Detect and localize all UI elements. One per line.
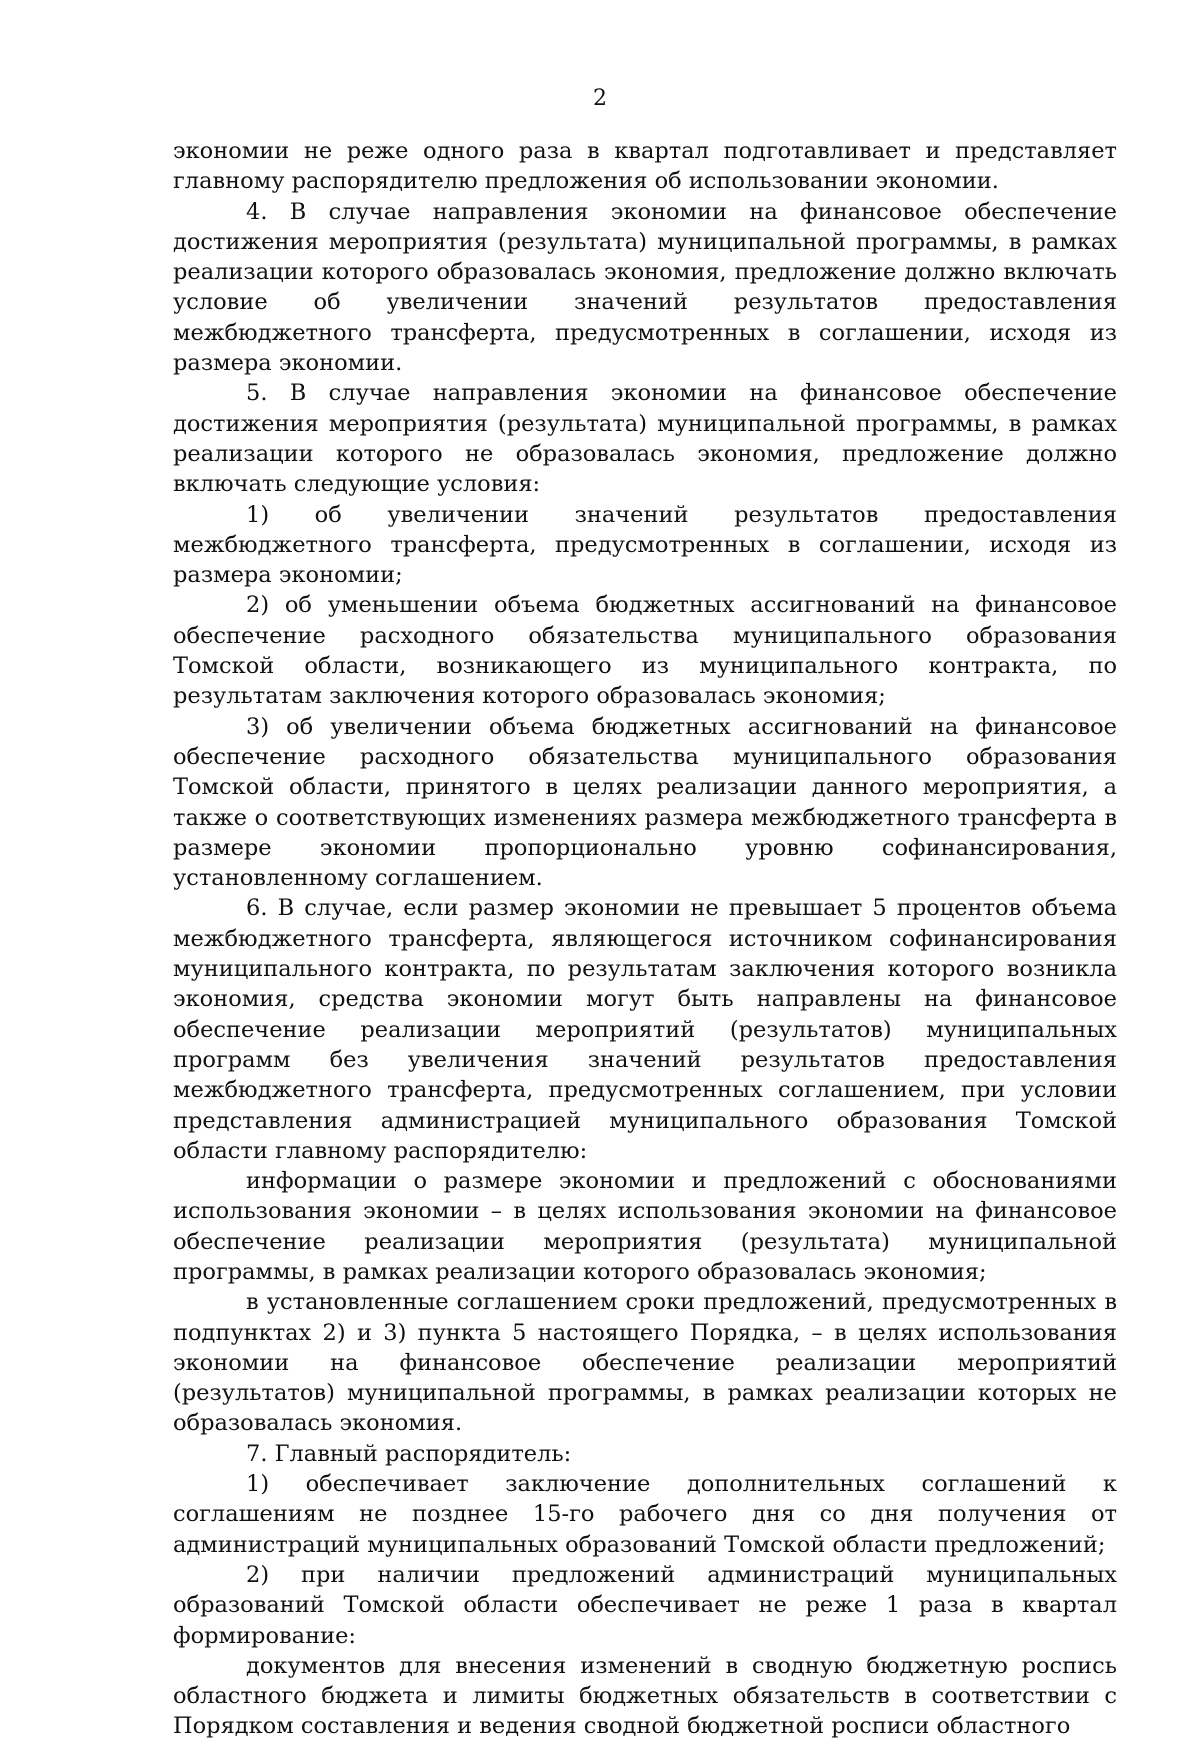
paragraph-item-5-1: 1) об увеличении значений результатов предоставления межбюджетного трансферта, предусмотренных в соглашении, исходя из размера экономии; bbox=[173, 501, 1117, 589]
paragraph-item-4: 4. В случае направления экономии на финансовое обеспечение достижения мероприятия (результата) муниципальной программы, в рамках реализации которого образовалась экономия, предложение должно включать условие об увеличении значений результатов предоставления межбюджетного трансферта, предусмотренных в соглашении, исходя из размера экономии. bbox=[173, 198, 1117, 377]
paragraph-item-6-proposals: в установленные соглашением сроки предложений, предусмотренных в подпунктах 2) и 3) пункта 5 настоящего Порядка, – в целях использования экономии на финансовое обеспечение реализации мероприятий (результатов) муниципальной программы, в рамках реализации которых не образовалась экономия. bbox=[173, 1289, 1117, 1437]
paragraph-item-7-2: 2) при наличии предложений администраций муниципальных образований Томской области обеспечивает не реже 1 раза в квартал формирование: bbox=[173, 1561, 1117, 1649]
paragraph-item-5: 5. В случае направления экономии на финансовое обеспечение достижения мероприятия (результата) муниципальной программы, в рамках реализации которого не образовалась экономия, предложение должно включать следующие условия: bbox=[173, 380, 1117, 498]
page-number: 2 bbox=[593, 86, 607, 111]
paragraph-item-6-info: информации о размере экономии и предложений с обоснованиями использования экономии – в целях использования экономии на финансовое обеспечение реализации мероприятия (результата) муниципальной программы, в рамках реализации которого образовалась экономия; bbox=[173, 1168, 1117, 1285]
paragraph-item-7-1: 1) обеспечивает заключение дополнительных соглашений к соглашениям не позднее 15-го рабочего дня со дня получения от администраций муниципальных образований Томской области предложений; bbox=[173, 1471, 1117, 1558]
paragraph-item-6: 6. В случае, если размер экономии не превышает 5 процентов объема межбюджетного трансферта, являющегося источником софинансирования муниципального контракта, по результатам заключения которого возникла экономия, средства экономии могут быть направлены на финансовое обеспечение реализации мероприятий (результатов) муниципальных программ без увеличения значений результатов предоставления межбюджетного трансферта, предусмотренных соглашением, при условии представления администрацией муниципального образования Томской области главному распорядителю: bbox=[173, 895, 1117, 1164]
paragraph-continuation: экономии не реже одного раза в квартал подготавливает и представляет главному распорядителю предложения об использовании экономии. bbox=[173, 138, 1117, 195]
paragraph-item-7: 7. Главный распорядитель: bbox=[246, 1440, 572, 1467]
paragraph-item-7-2-documents: документов для внесения изменений в сводную бюджетную роспись областного бюджета и лимиты бюджетных обязательств в соответствии с Порядком составления и ведения сводной бюджетной росписи областного bbox=[173, 1652, 1117, 1740]
paragraph-item-5-2: 2) об уменьшении объема бюджетных ассигнований на финансовое обеспечение расходного обязательства муниципального образования Томской области, возникающего из муниципального контракта, по результатам заключения которого образовалась экономия; bbox=[173, 592, 1117, 710]
paragraph-item-5-3: 3) об увеличении объема бюджетных ассигнований на финансовое обеспечение расходного обязательства муниципального образования Томской области, принятого в целях реализации данного мероприятия, а также о соответствующих изменениях размера межбюджетного трансферта в размере экономии пропорционально уровню софинансирования, установленному соглашением. bbox=[173, 713, 1117, 892]
document-body bbox=[173, 136, 1117, 1742]
